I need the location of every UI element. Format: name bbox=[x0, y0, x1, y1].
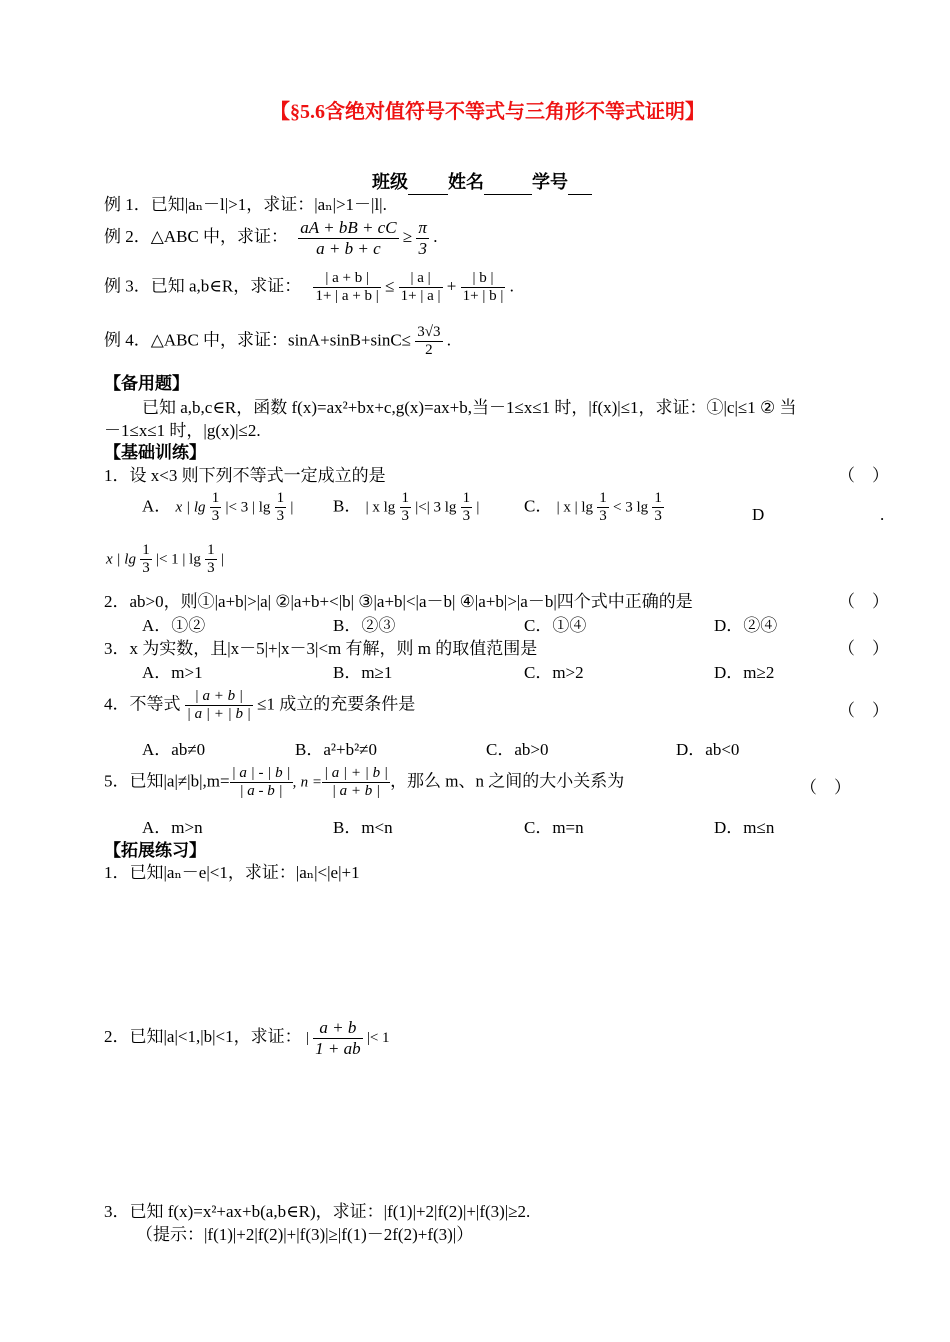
fraction-denominator: 3 bbox=[211, 508, 220, 525]
plus-symbol: + bbox=[446, 276, 457, 296]
id-blank bbox=[568, 172, 592, 195]
n-fraction bbox=[322, 765, 390, 801]
fraction-denominator: 3 bbox=[654, 508, 662, 525]
one-third-fraction bbox=[652, 490, 664, 526]
id-label: 学号 bbox=[532, 172, 568, 192]
fraction-numerator: aA + bB + cC bbox=[300, 218, 397, 237]
abs-sum-fraction bbox=[185, 688, 253, 724]
basic-q5-stem bbox=[104, 765, 624, 801]
example-2-fraction bbox=[298, 218, 398, 258]
option-expr: < 3 lg bbox=[613, 499, 649, 516]
basic-q1-option-d bbox=[106, 542, 224, 578]
fraction-numerator: 1 bbox=[597, 490, 609, 508]
class-blank bbox=[408, 172, 448, 195]
fraction-a-plus-b bbox=[313, 270, 380, 306]
option-expr: | bbox=[220, 551, 224, 568]
basic-q4-option-c: C．ab>0 bbox=[486, 740, 549, 759]
fraction-denominator: 1 + ab bbox=[315, 1038, 361, 1058]
basic-q4-option-b: B．a²+b²≠0 bbox=[295, 740, 377, 759]
fraction-numerator: | b | bbox=[461, 270, 506, 288]
backup-line-2: －1≤x≤1 时，|g(x)|≤2. bbox=[104, 421, 261, 440]
basic-q1-option-c bbox=[524, 490, 664, 526]
basic-q3-option-c: C．m>2 bbox=[524, 663, 584, 682]
three-root-three-over-two bbox=[415, 324, 442, 360]
period: . bbox=[433, 226, 438, 246]
basic-q2-stem: 2．ab>0，则①|a+b|>|a| ②|a+b+<|b| ③|a+b|<|a－b| ④|a+b|>|a－b|四个式中正确的是 bbox=[104, 592, 693, 611]
basic-q2-option-c: C．①④ bbox=[524, 616, 587, 635]
fraction-b bbox=[461, 270, 506, 306]
basic-q3-option-a: A．m>1 bbox=[142, 663, 203, 682]
option-expr: x | lg bbox=[106, 551, 136, 568]
extend-q1: 1．已知|aₙ－e|<1，求证：|aₙ|<|e|+1 bbox=[104, 863, 360, 882]
basic-q1-option-b bbox=[333, 490, 479, 526]
basic-q2-option-d: D．②④ bbox=[714, 616, 778, 635]
fraction-denominator: 1+ | b | bbox=[462, 288, 504, 305]
fraction-numerator: a + b bbox=[313, 1018, 362, 1039]
question-suffix: ，那么 m、n 之间的大小关系为 bbox=[390, 771, 625, 791]
option-expr: |<| 3 lg bbox=[415, 499, 457, 516]
page-title: 【§5.6含绝对值符号不等式与三角形不等式证明】 bbox=[270, 101, 705, 123]
basic-q3-answer-paren: （ ） bbox=[838, 639, 889, 658]
fraction-numerator: 1 bbox=[210, 490, 222, 508]
one-third-fraction bbox=[597, 490, 609, 526]
fraction-denominator: | a | + | b | bbox=[186, 706, 251, 723]
example-2-prefix: 例 2．△ABC 中，求证： bbox=[104, 226, 289, 246]
fraction-numerator: | a | bbox=[399, 270, 443, 288]
fraction-denominator: a + b + c bbox=[316, 238, 381, 258]
basic-q4-option-d: D．ab<0 bbox=[676, 740, 740, 759]
a-plus-b-over-1-plus-ab bbox=[313, 1018, 362, 1058]
abs-close: |< 1 bbox=[366, 1029, 390, 1046]
question-prefix: 4．不等式 bbox=[104, 694, 181, 714]
fraction-numerator: | a | - | b | bbox=[230, 765, 293, 783]
fraction-numerator: 1 bbox=[140, 542, 152, 560]
basic-q1-option-d-label: D bbox=[752, 505, 765, 524]
fraction-numerator: 1 bbox=[461, 490, 473, 508]
fraction-denominator: 1+ | a | bbox=[400, 288, 441, 305]
comma: , bbox=[292, 774, 297, 791]
m-fraction bbox=[230, 765, 293, 801]
basic-q2-option-a: A．①② bbox=[142, 616, 206, 635]
fraction-denominator: 3 bbox=[418, 238, 427, 258]
fraction-denominator: 2 bbox=[425, 342, 433, 359]
option-expr: |< 3 | lg bbox=[225, 499, 271, 516]
fraction-numerator: | a + b | bbox=[313, 270, 380, 288]
question-prefix: 2．已知|a|<1,|b|<1，求证： bbox=[104, 1026, 302, 1046]
fraction-a bbox=[399, 270, 443, 306]
one-third-fraction bbox=[400, 490, 412, 526]
fraction-numerator: 1 bbox=[400, 490, 412, 508]
basic-q4-stem bbox=[104, 688, 415, 724]
option-label: C． bbox=[524, 496, 553, 516]
option-expr: | x lg bbox=[365, 499, 396, 516]
name-label: 姓名 bbox=[448, 172, 484, 192]
basic-q3-option-b: B．m≥1 bbox=[333, 663, 393, 682]
fraction-denominator: 3 bbox=[462, 508, 471, 525]
basic-q1-answer-paren: （ ） bbox=[838, 466, 889, 485]
student-info-line bbox=[372, 172, 592, 195]
class-label: 班级 bbox=[372, 172, 408, 192]
relation-symbol: ≤ bbox=[385, 276, 395, 296]
fraction-denominator: | a - b | bbox=[239, 783, 283, 800]
extend-q3: 3．已知 f(x)=x²+ax+b(a,b∈R)，求证：|f(1)|+2|f(2)|+|f(3)|≥2. bbox=[104, 1202, 531, 1221]
basic-q5-option-b: B．m<n bbox=[333, 818, 393, 837]
option-expr: x | lg bbox=[175, 499, 206, 516]
backup-line-1: 已知 a,b,c∈R，函数 f(x)=ax²+bx+c,g(x)=ax+b,当－1≤x≤1 时，|f(x)|≤1，求证：①|c|≤1 ② 当 bbox=[142, 398, 797, 417]
basic-q5-option-a: A．m>n bbox=[142, 818, 203, 837]
fraction-denominator: 3 bbox=[276, 508, 285, 525]
extend-q3-hint: （提示：|f(1)|+2|f(2)|+|f(3)|≥|f(1)－2f(2)+f(3)|） bbox=[136, 1225, 474, 1244]
example-1: 例 1．已知|aₙ－l|>1，求证：|aₙ|>1－|l|. bbox=[104, 195, 387, 214]
option-expr: | bbox=[290, 499, 294, 516]
one-third-fraction bbox=[461, 490, 473, 526]
basic-q3-option-d: D．m≥2 bbox=[714, 663, 775, 682]
fraction-denominator: 1+ | a + b | bbox=[315, 288, 379, 305]
example-4 bbox=[104, 324, 451, 360]
backup-heading: 【备用题】 bbox=[104, 374, 189, 393]
fraction-numerator: | a + b | bbox=[185, 688, 253, 706]
fraction-numerator: 3√3 bbox=[415, 324, 442, 342]
question-prefix: 5．已知|a|≠|b|,m= bbox=[104, 771, 230, 791]
basic-q4-option-a: A．ab≠0 bbox=[142, 740, 206, 759]
option-expr: | bbox=[476, 499, 480, 516]
fraction-numerator: 1 bbox=[652, 490, 664, 508]
fraction-denominator: 3 bbox=[207, 560, 215, 577]
question-suffix: ≤1 成立的充要条件是 bbox=[257, 694, 416, 714]
period: . bbox=[446, 330, 451, 350]
basic-q1-option-d-dot: . bbox=[880, 505, 885, 524]
example-4-prefix: 例 4．△ABC 中，求证：sinA+sinB+sinC≤ bbox=[104, 330, 412, 350]
option-expr: |< 1 | lg bbox=[155, 551, 201, 568]
name-blank bbox=[484, 172, 532, 195]
pi-over-3-fraction bbox=[416, 218, 429, 258]
one-third-fraction bbox=[210, 490, 222, 526]
extend-q2 bbox=[104, 1018, 390, 1058]
basic-q5-option-c: C．m=n bbox=[524, 818, 584, 837]
fraction-numerator: 1 bbox=[275, 490, 287, 508]
abs-open: | bbox=[305, 1029, 309, 1046]
basic-q4-answer-paren: （ ） bbox=[838, 701, 889, 720]
fraction-denominator: 3 bbox=[142, 560, 150, 577]
one-third-fraction bbox=[275, 490, 287, 526]
basic-q2-option-b: B．②③ bbox=[333, 616, 396, 635]
basic-q1-option-a bbox=[142, 490, 293, 526]
basic-q5-option-d: D．m≤n bbox=[714, 818, 775, 837]
one-third-fraction bbox=[205, 542, 217, 578]
basic-q2-answer-paren: （ ） bbox=[838, 592, 889, 611]
fraction-denominator: 3 bbox=[599, 508, 607, 525]
fraction-numerator: 1 bbox=[205, 542, 217, 560]
basic-q1-stem: 1．设 x<3 则下列不等式一定成立的是 bbox=[104, 466, 386, 485]
extend-heading: 【拓展练习】 bbox=[104, 841, 206, 860]
relation-symbol: ≥ bbox=[402, 226, 413, 246]
basic-heading: 【基础训练】 bbox=[104, 443, 206, 462]
example-3-prefix: 例 3．已知 a,b∈R，求证： bbox=[104, 276, 302, 296]
option-expr: | x | lg bbox=[556, 499, 594, 516]
example-3 bbox=[104, 270, 514, 306]
fraction-numerator: π bbox=[418, 218, 427, 237]
option-label: B． bbox=[333, 496, 362, 516]
one-third-fraction bbox=[140, 542, 152, 578]
basic-q5-answer-paren: （ ） bbox=[800, 778, 851, 797]
example-2 bbox=[104, 218, 437, 258]
option-label: A． bbox=[142, 496, 172, 516]
fraction-numerator: | a | + | b | bbox=[322, 765, 390, 783]
fraction-denominator: | a + b | bbox=[331, 783, 381, 800]
period: . bbox=[509, 276, 514, 296]
basic-q3-stem: 3．x 为实数，且|x－5|+|x－3|<m 有解，则 m 的取值范围是 bbox=[104, 639, 538, 658]
n-label: n = bbox=[300, 774, 322, 791]
fraction-denominator: 3 bbox=[401, 508, 410, 525]
